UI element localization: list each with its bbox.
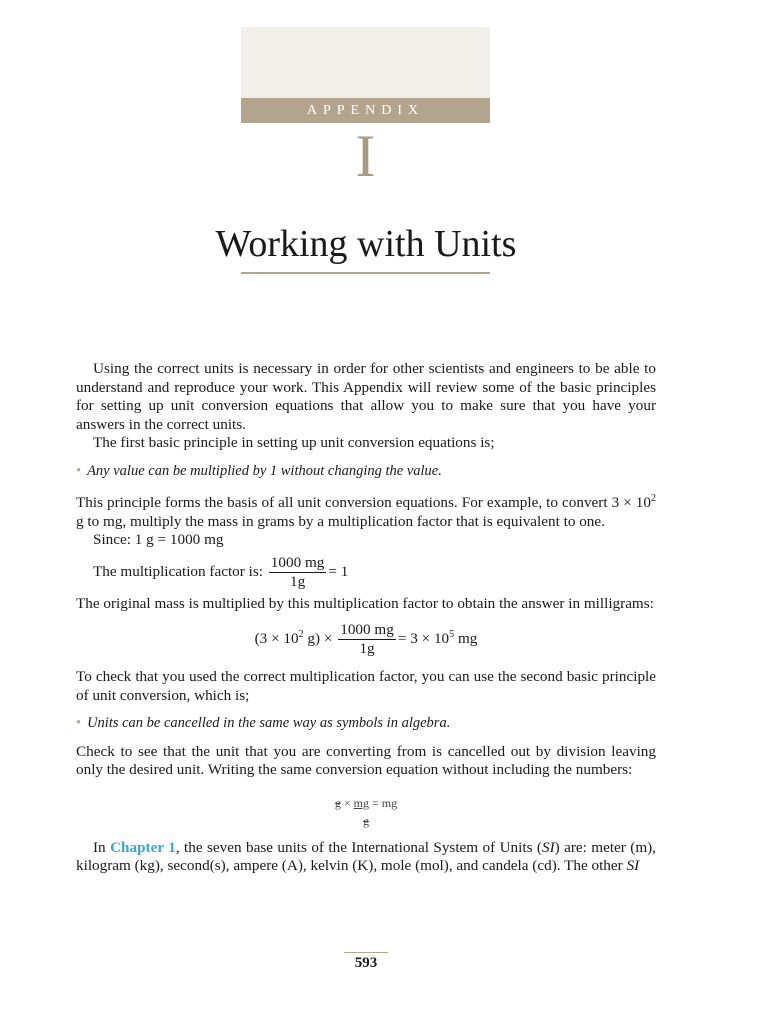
cancel-den: g [363, 814, 369, 829]
factor-equals: = 1 [328, 562, 349, 580]
page-rule [344, 952, 388, 953]
bullet-icon: • [76, 462, 82, 479]
p7-si-2: SI [626, 857, 640, 875]
factor-fraction [269, 554, 327, 591]
eq2-right-sup: 5 [449, 628, 455, 640]
bullet-icon: • [76, 715, 82, 732]
eq2-denominator: 1g [359, 640, 375, 658]
cancel-equation [76, 794, 656, 831]
principle-2 [76, 714, 656, 733]
appendix-number: I [355, 123, 376, 189]
paragraph-6: Check to see that the unit that you are converting from is cancelled out by division leaving only the desired unit. Writing the same conversion equation without including the numbers: [76, 742, 656, 779]
cancel-mg: mg [353, 795, 369, 810]
paragraph-1: Using the correct units is necessary in order for other scientists and engineers to be able to understand and reproduce your work. This Appendix will review some of the basic principles for setting up unit conversion equations that allow you to make sure that you have your answers in the correct units. [76, 360, 656, 433]
eq2-left: (3 × 10 [254, 630, 299, 648]
chapter-title: Working with Units [215, 223, 517, 265]
cancel-result: = mg [369, 795, 398, 810]
principle-1 [76, 462, 656, 481]
cancel-g: g [334, 795, 341, 810]
paragraph-4: The original mass is multiplied by this multiplication factor to obtain the answer in milligrams: [76, 594, 654, 612]
p7-text-c: ) are: meter (m), kilogram (kg), second(s), ampere (A), kelvin (K), mole (mol), and candela (cd). The other [76, 838, 656, 875]
factor-numerator: 1000 mg [270, 553, 325, 571]
chapter-1-link[interactable]: Chapter 1 [110, 838, 176, 856]
cancel-bottom [76, 812, 656, 831]
eq2-right-end: mg [454, 630, 478, 648]
eq2-left-end: g) × [303, 630, 333, 648]
cancel-top [76, 794, 656, 813]
paragraph-7 [76, 839, 656, 876]
p3-sup: 2 [651, 493, 656, 504]
p3-text-b: g to mg, multiply the mass in grams by a multiplication factor that is equivalent to one. [76, 512, 605, 530]
p7-text-a: In [93, 838, 111, 856]
eq2-numerator: 1000 mg [340, 621, 394, 639]
p7-si: SI [541, 838, 555, 856]
body-text [76, 360, 656, 876]
paragraph-5: To check that you used the correct multiplication factor, you can use the second basic principle of unit conversion, which is; [76, 668, 656, 704]
p3-text-a: This principle forms the basis of all unit conversion equations. For example, to convert 3 × 10 [76, 494, 651, 512]
eq2-fraction [338, 621, 396, 658]
page-number: 593 [354, 955, 378, 971]
appendix-label: APPENDIX [241, 98, 490, 123]
equation-2 [76, 621, 656, 658]
since-line: Since: 1 g = 1000 mg [93, 531, 224, 549]
factor-line [76, 554, 656, 591]
eq2-right: = 3 × 10 [397, 630, 450, 648]
paragraph-3 [76, 490, 656, 531]
paragraph-2: The first basic principle in setting up unit conversion equations is; [93, 434, 495, 451]
header-box [241, 27, 490, 98]
p7-text-b: , the seven base units of the International System of Units ( [175, 838, 542, 856]
cancel-times: × [340, 795, 354, 810]
principle-1-text: Any value can be multiplied by 1 without changing the value. [87, 462, 442, 479]
factor-denominator: 1g [289, 572, 306, 590]
eq2-left-sup: 2 [298, 628, 304, 640]
principle-2-text: Units can be cancelled in the same way as symbols in algebra. [87, 715, 451, 732]
factor-label: The multiplication factor is: [93, 562, 263, 580]
title-rule [241, 272, 490, 274]
